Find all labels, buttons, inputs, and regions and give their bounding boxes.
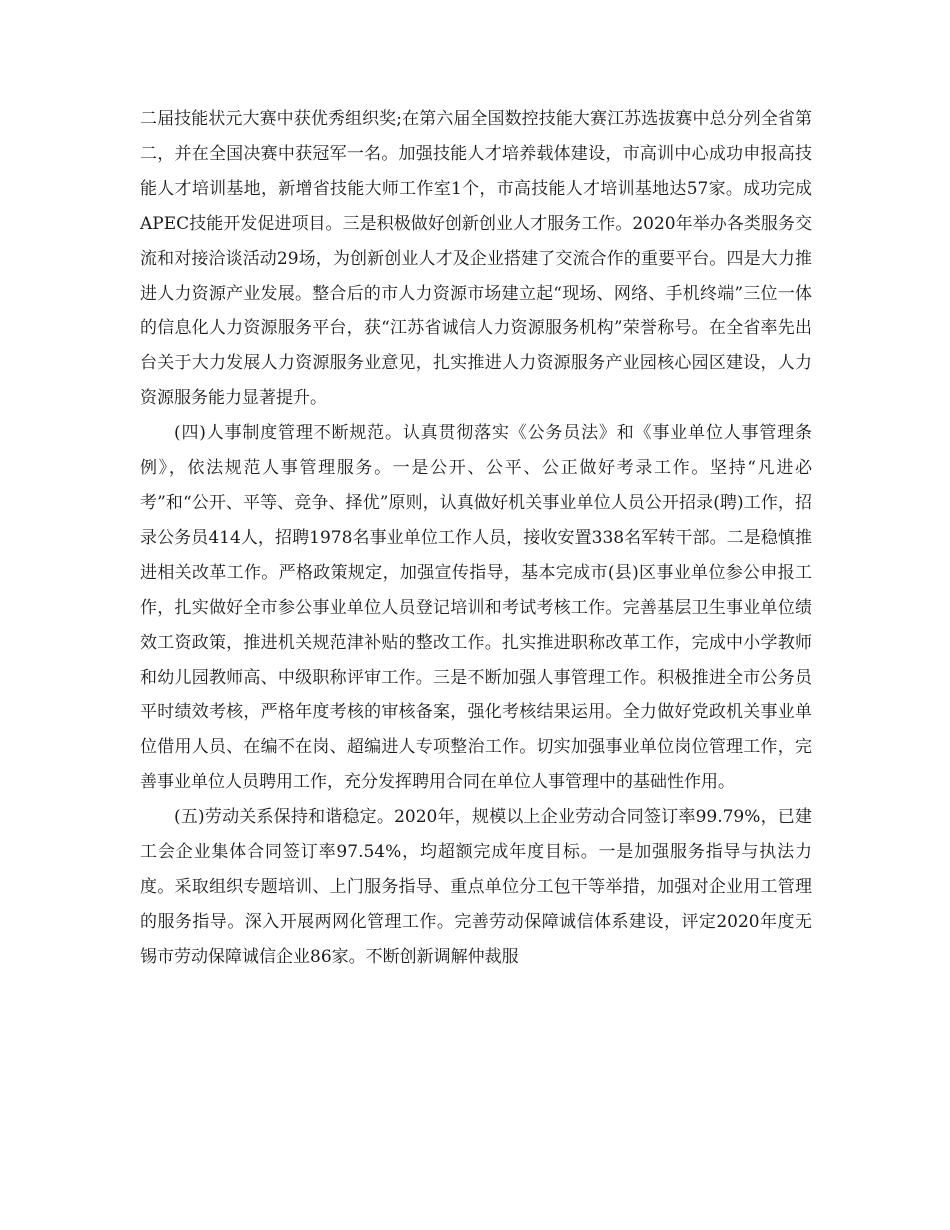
paragraph-talent-services: 二届技能状元大赛中获优秀组织奖;在第六届全国数控技能大赛江苏选拔赛中总分列全省第二，并在全国决赛中获冠军一名。加强技能人才培养载体建设，市高训中心成功申报高技能人才培训基地，新增省技能大师工作室1个，市高技能人才培训基地达57家。成功完成APEC技能开发促进项目。三是积极做好创新创业人才服务工作。2020年举办各类服务交流和对接洽谈活动29场，为创新创业人才及企业搭建了交流合作的重要平台。四是大力推进人力资源产业发展。整合后的市人力资源市场建立起“现场、网络、手机终端”三位一体的信息化人力资源服务平台，获“江苏省诚信人力资源服务机构”荣誉称号。在全省率先出台关于大力发展人力资源服务业意见，扎实推进人力资源服务产业园核心园区建设，人力资源服务能力显著提升。: [140, 109, 812, 409]
paragraph-personnel-management: (四)人事制度管理不断规范。认真贯彻落实《公务员法》和《事业单位人事管理条例》，依法规范人事管理服务。一是公开、公平、公正做好考录工作。坚持“凡进必考”和“公开、平等、竞争、择优”原则，认真做好机关事业单位人员公开招录(聘)工作，招录公务员414人，招聘1978名事业单位工作人员，接收安置338名军转干部。二是稳慎推进相关改革工作。严格政策规定，加强宣传指导，基本完成市(县)区事业单位参公申报工作，扎实做好全市参公事业单位人员登记培训和考试考核工作。完善基层卫生事业单位绩效工资政策，推进机关规范津补贴的整改工作。扎实推进职称改革工作，完成中小学教师和幼儿园教师高、中级职称评审工作。三是不断加强人事管理工作。积极推进全市公务员平时绩效考核，严格年度考核的审核备案，强化考核结果运用。全力做好党政机关事业单位借用人员、在编不在岗、超编进人专项整治工作。切实加强事业单位岗位管理工作，完善事业单位人员聘用工作，充分发挥聘用合同在单位人事管理中的基础性作用。: [140, 423, 812, 793]
document-body: [140, 102, 812, 975]
paragraph-labor-relations: (五)劳动关系保持和谐稳定。2020年，规模以上企业劳动合同签订率99.79%，已建工会企业集体合同签订率97.54%，均超额完成年度目标。一是加强服务指导与执法力度。采取组织专题培训、上门服务指导、重点单位分工包干等举措，加强对企业用工管理的服务指导。深入开展两网化管理工作。完善劳动保障诚信体系建设，评定2020年度无锡市劳动保障诚信企业86家。不断创新调解仲裁服: [140, 807, 812, 967]
